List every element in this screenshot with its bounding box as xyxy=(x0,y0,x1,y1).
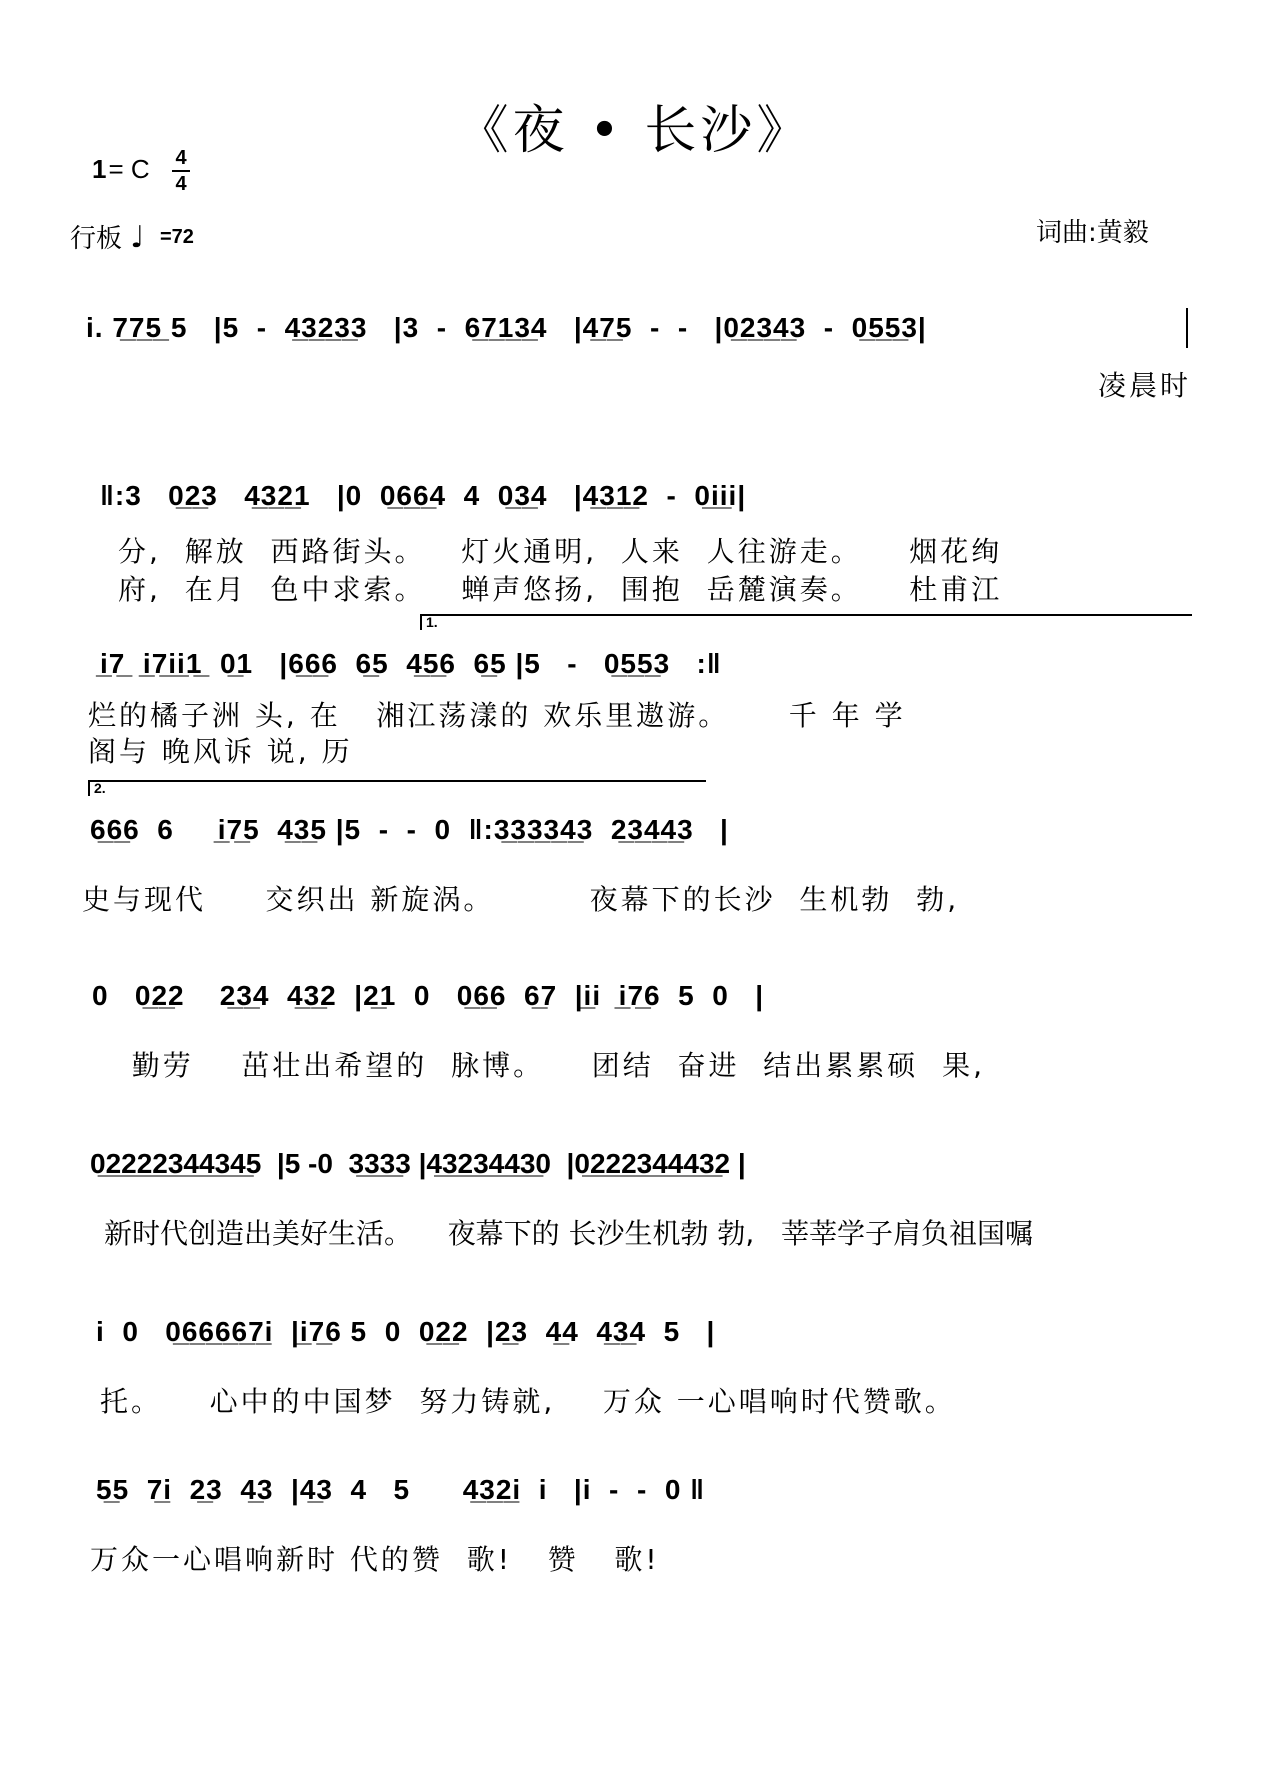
tempo-text: 行板 xyxy=(70,224,123,254)
score-line-5 xyxy=(0,968,1269,1024)
meter-divider xyxy=(172,170,190,172)
lyric-line-7: 托。 心中的中国梦 努力铸就, 万众 一心唱响时代赞歌。 xyxy=(100,1385,956,1418)
lyric-line-4: 史与现代 交织出 新旋涡。 夜幕下的长沙 生机勃 勃, xyxy=(82,883,960,916)
key-degree: 1 xyxy=(92,154,107,184)
notes-line-6: 0̲2̲2̲2̲2̲3̲4̲4̲3̲4̲5 |5 -0 3̲3̲3̲3 |4̲3̲2̲3̲4̲4̲3̲0 |0̲2̲2̲2̲3̲4̲4̲4̲3̲2 | xyxy=(90,1148,746,1179)
score-line-8 xyxy=(0,1462,1269,1518)
lyric-line-2a: 分, 解放 西路街头。 灯火通明, 人来 人往游走。 烟花绚 xyxy=(118,535,1003,568)
score-line-1 xyxy=(0,300,1269,356)
notes-line-4: 6̲6̲6 6 i̲7̲5 4̲3̲5 |5 - - 0 ‖:3̲3̲3̲3̲4̲3 2̲3̲4̲4̲3 | xyxy=(90,814,729,845)
score-line-6 xyxy=(0,1136,1269,1192)
meter-top: 4 xyxy=(175,147,187,169)
score-line-4 xyxy=(0,802,1269,858)
score-line-2 xyxy=(0,468,1269,524)
lyric-line-6: 新时代创造出美好生活。 夜幕下的 长沙生机勃 勃, 莘莘学子肩负祖国嘱 xyxy=(104,1217,1034,1250)
score-title: 《夜 • 长沙》 xyxy=(456,101,813,161)
credit: 词曲:黄毅 xyxy=(1036,218,1149,248)
second-ending-number: 2. xyxy=(94,780,106,796)
second-ending-bracket xyxy=(88,780,706,796)
first-ending-number: 1. xyxy=(426,614,438,630)
tempo-bpm: =72 xyxy=(160,226,194,248)
notes-line-2: ‖:3 0̲2̲3 4̲3̲2̲1 |0 0̲6̲6̲4 4 0̲3̲4 |4̲3̲1̲2 - 0̲i̲i̲i| xyxy=(100,480,747,511)
meter-bottom: 4 xyxy=(175,173,187,195)
key-letter: = C xyxy=(108,154,150,184)
lyric-line-3b: 阁与 晚风诉 说, 历 xyxy=(88,735,353,768)
tempo-marking xyxy=(70,218,144,255)
notes-line-3: i̲7̲ i̲7̲i̲i̲1̲ 0̲1 |6̲6̲6 6̲5 4̲5̲6 6̲5 |5 - 0̲5̲5̲3 :‖ xyxy=(100,648,722,679)
notes-line-8: 5̲5 7̲i 2̲3 4̲3 |4̲3 4 5 4̲3̲2̲i i |i - - 0 ‖ xyxy=(96,1474,706,1505)
notes-line-1: i. 7̲7̲5̲ 5 |5 - 4̲3̲2̲3̲3 |3 - 6̲7̲1̲3̲4 |4̲7̲5 - - |0̲2̲3̲4̲3 - 0̲5̲5̲3| xyxy=(86,312,927,343)
score-line-3 xyxy=(0,636,1269,692)
quarter-note-icon: ♩ xyxy=(130,220,145,255)
lyric-line-5: 勤劳 茁壮出希望的 脉博。 团结 奋进 结出累累硕 果, xyxy=(96,1049,986,1082)
notes-line-7: i 0 0̲6̲6̲6̲6̲7̲i |i̲7̲6 5 0 0̲2̲2 |2̲3 4̲4 4̲3̲4 5 | xyxy=(96,1316,716,1347)
time-signature xyxy=(168,146,194,196)
lyric-line-3a: 烂的橘子洲 头, 在 湘江荡漾的 欢乐里遨游。 千 年 学 xyxy=(88,699,906,732)
key-signature xyxy=(92,154,150,185)
lyric-line-1: 凌晨时 xyxy=(1098,369,1192,402)
barline xyxy=(1186,308,1188,348)
lyric-line-2b: 府, 在月 色中求索。 蝉声悠扬, 围抱 岳麓演奏。 杜甫江 xyxy=(118,573,1003,606)
notes-line-5: 0 0̲2̲2 2̲3̲4 4̲3̲2 |2̲1 0 0̲6̲6 6̲7 |i̲i i̲7̲6 5 0 | xyxy=(92,980,765,1011)
score-line-7 xyxy=(0,1304,1269,1360)
first-ending-bracket xyxy=(420,614,1192,630)
lyric-line-8: 万众一心唱响新时 代的赞 歌! 赞 歌! xyxy=(90,1543,660,1576)
